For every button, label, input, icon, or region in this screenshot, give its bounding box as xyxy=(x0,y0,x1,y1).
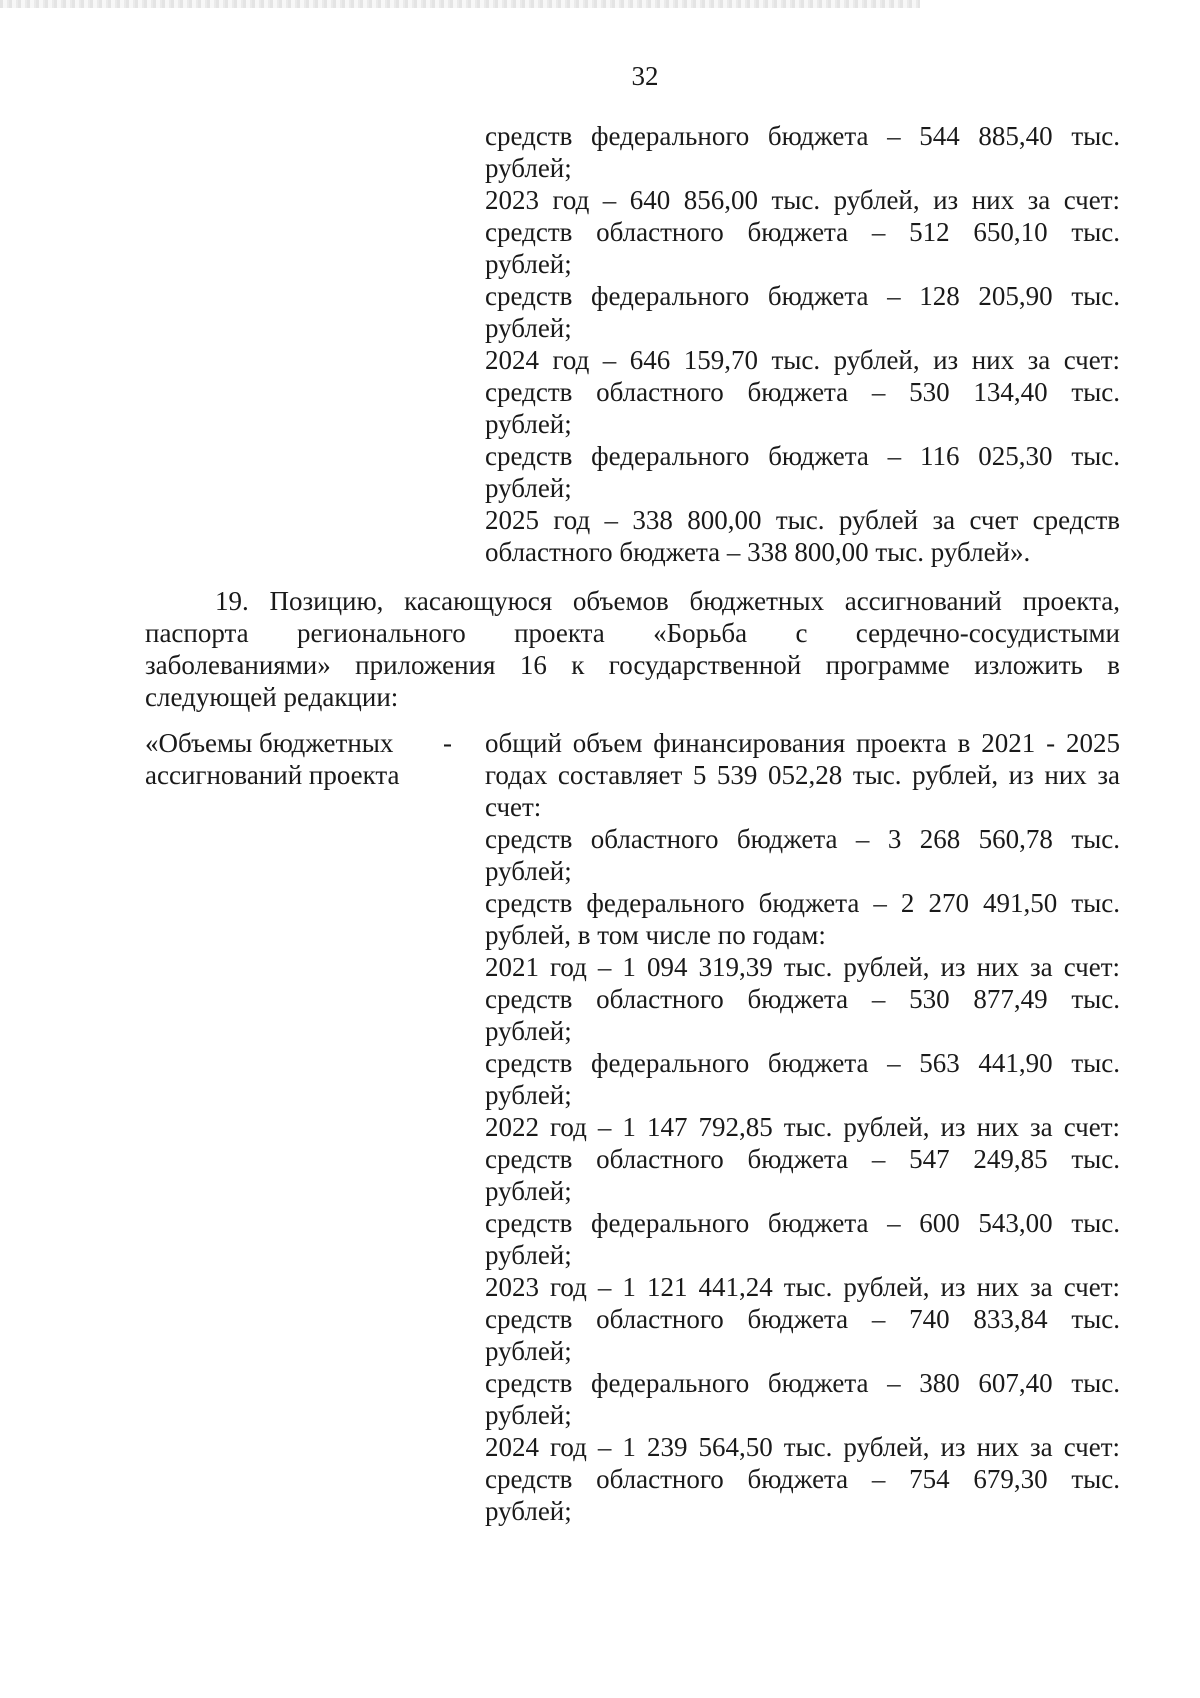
text-line: рублей; xyxy=(485,313,572,343)
text-line: рублей; xyxy=(485,1240,572,1270)
text-line: рублей; xyxy=(485,473,572,503)
text-line: рублей; xyxy=(485,1176,572,1206)
text-line: рублей; xyxy=(485,249,572,279)
text-line: средств федерального бюджета – 380 607,40 тыс. xyxy=(485,1368,1120,1398)
text-line: 2021 год – 1 094 319,39 тыс. рублей, из них за счет: xyxy=(485,952,1120,982)
text-line: 2023 год – 640 856,00 тыс. рублей, из них за счет: xyxy=(485,185,1120,215)
text-line: средств областного бюджета – 547 249,85 тыс. xyxy=(485,1144,1120,1174)
text-line: рублей, в том числе по годам: xyxy=(485,920,826,950)
text-line: 2022 год – 1 147 792,85 тыс. рублей, из них за счет: xyxy=(485,1112,1120,1142)
text-line: средств федерального бюджета – 600 543,00 тыс. xyxy=(485,1208,1120,1238)
text-line: рублей; xyxy=(485,1080,572,1110)
text-line: средств федерального бюджета – 116 025,30 тыс. xyxy=(485,441,1120,471)
text-line: рублей; xyxy=(485,1336,572,1366)
text-line: рублей; xyxy=(485,1496,572,1526)
text-line: рублей; xyxy=(485,856,572,886)
text-line: 2024 год – 1 239 564,50 тыс. рублей, из них за счет: xyxy=(485,1432,1120,1462)
text-line: средств областного бюджета – 3 268 560,78 тыс. xyxy=(485,824,1120,854)
text-line: средств областного бюджета – 512 650,10 тыс. xyxy=(485,217,1120,247)
text-line: следующей редакции: xyxy=(145,682,399,712)
text-line: средств федерального бюджета – 128 205,90 тыс. xyxy=(485,281,1120,311)
budget-text-bottom xyxy=(485,727,1120,1527)
text-line: рублей; xyxy=(485,409,572,439)
text-line: рублей; xyxy=(485,153,572,183)
position-label xyxy=(145,727,445,791)
text-line: годах составляет 5 539 052,28 тыс. рублей, из них за xyxy=(485,760,1120,790)
page-number: 32 xyxy=(631,61,659,91)
budget-text-top xyxy=(485,120,1120,568)
text-line: средств областного бюджета – 530 877,49 тыс. xyxy=(485,984,1120,1014)
text-line: заболеваниями» приложения 16 к государственной программе изложить в xyxy=(145,650,1120,680)
dash-separator: - xyxy=(443,728,452,758)
text-line: средств федерального бюджета – 2 270 491,50 тыс. xyxy=(485,888,1120,918)
text-line: паспорта регионального проекта «Борьба с сердечно-сосудистыми xyxy=(145,618,1120,648)
text-line: счет: xyxy=(485,792,542,822)
text-line: средств федерального бюджета – 544 885,40 тыс. xyxy=(485,121,1120,151)
text-line: областного бюджета – 338 800,00 тыс. рублей». xyxy=(485,537,1031,567)
scan-artifact xyxy=(0,0,920,8)
text-line: 19. Позицию, касающуюся объемов бюджетных ассигнований проекта, xyxy=(215,586,1120,616)
text-line: средств федерального бюджета – 563 441,90 тыс. xyxy=(485,1048,1120,1078)
text-line: средств областного бюджета – 754 679,30 тыс. xyxy=(485,1464,1120,1494)
text-line: 2023 год – 1 121 441,24 тыс. рублей, из них за счет: xyxy=(485,1272,1120,1302)
text-line: ассигнований проекта xyxy=(145,760,400,790)
text-line: 2025 год – 338 800,00 тыс. рублей за счет средств xyxy=(485,505,1120,535)
paragraph-19 xyxy=(145,585,1120,713)
text-line: средств областного бюджета – 530 134,40 тыс. xyxy=(485,377,1120,407)
text-line: 2024 год – 646 159,70 тыс. рублей, из них за счет: xyxy=(485,345,1120,375)
text-line: рублей; xyxy=(485,1400,572,1430)
text-line: общий объем финансирования проекта в 2021 - 2025 xyxy=(485,728,1120,758)
text-line: «Объемы бюджетных xyxy=(145,728,394,758)
text-line: рублей; xyxy=(485,1016,572,1046)
text-line: средств областного бюджета – 740 833,84 тыс. xyxy=(485,1304,1120,1334)
